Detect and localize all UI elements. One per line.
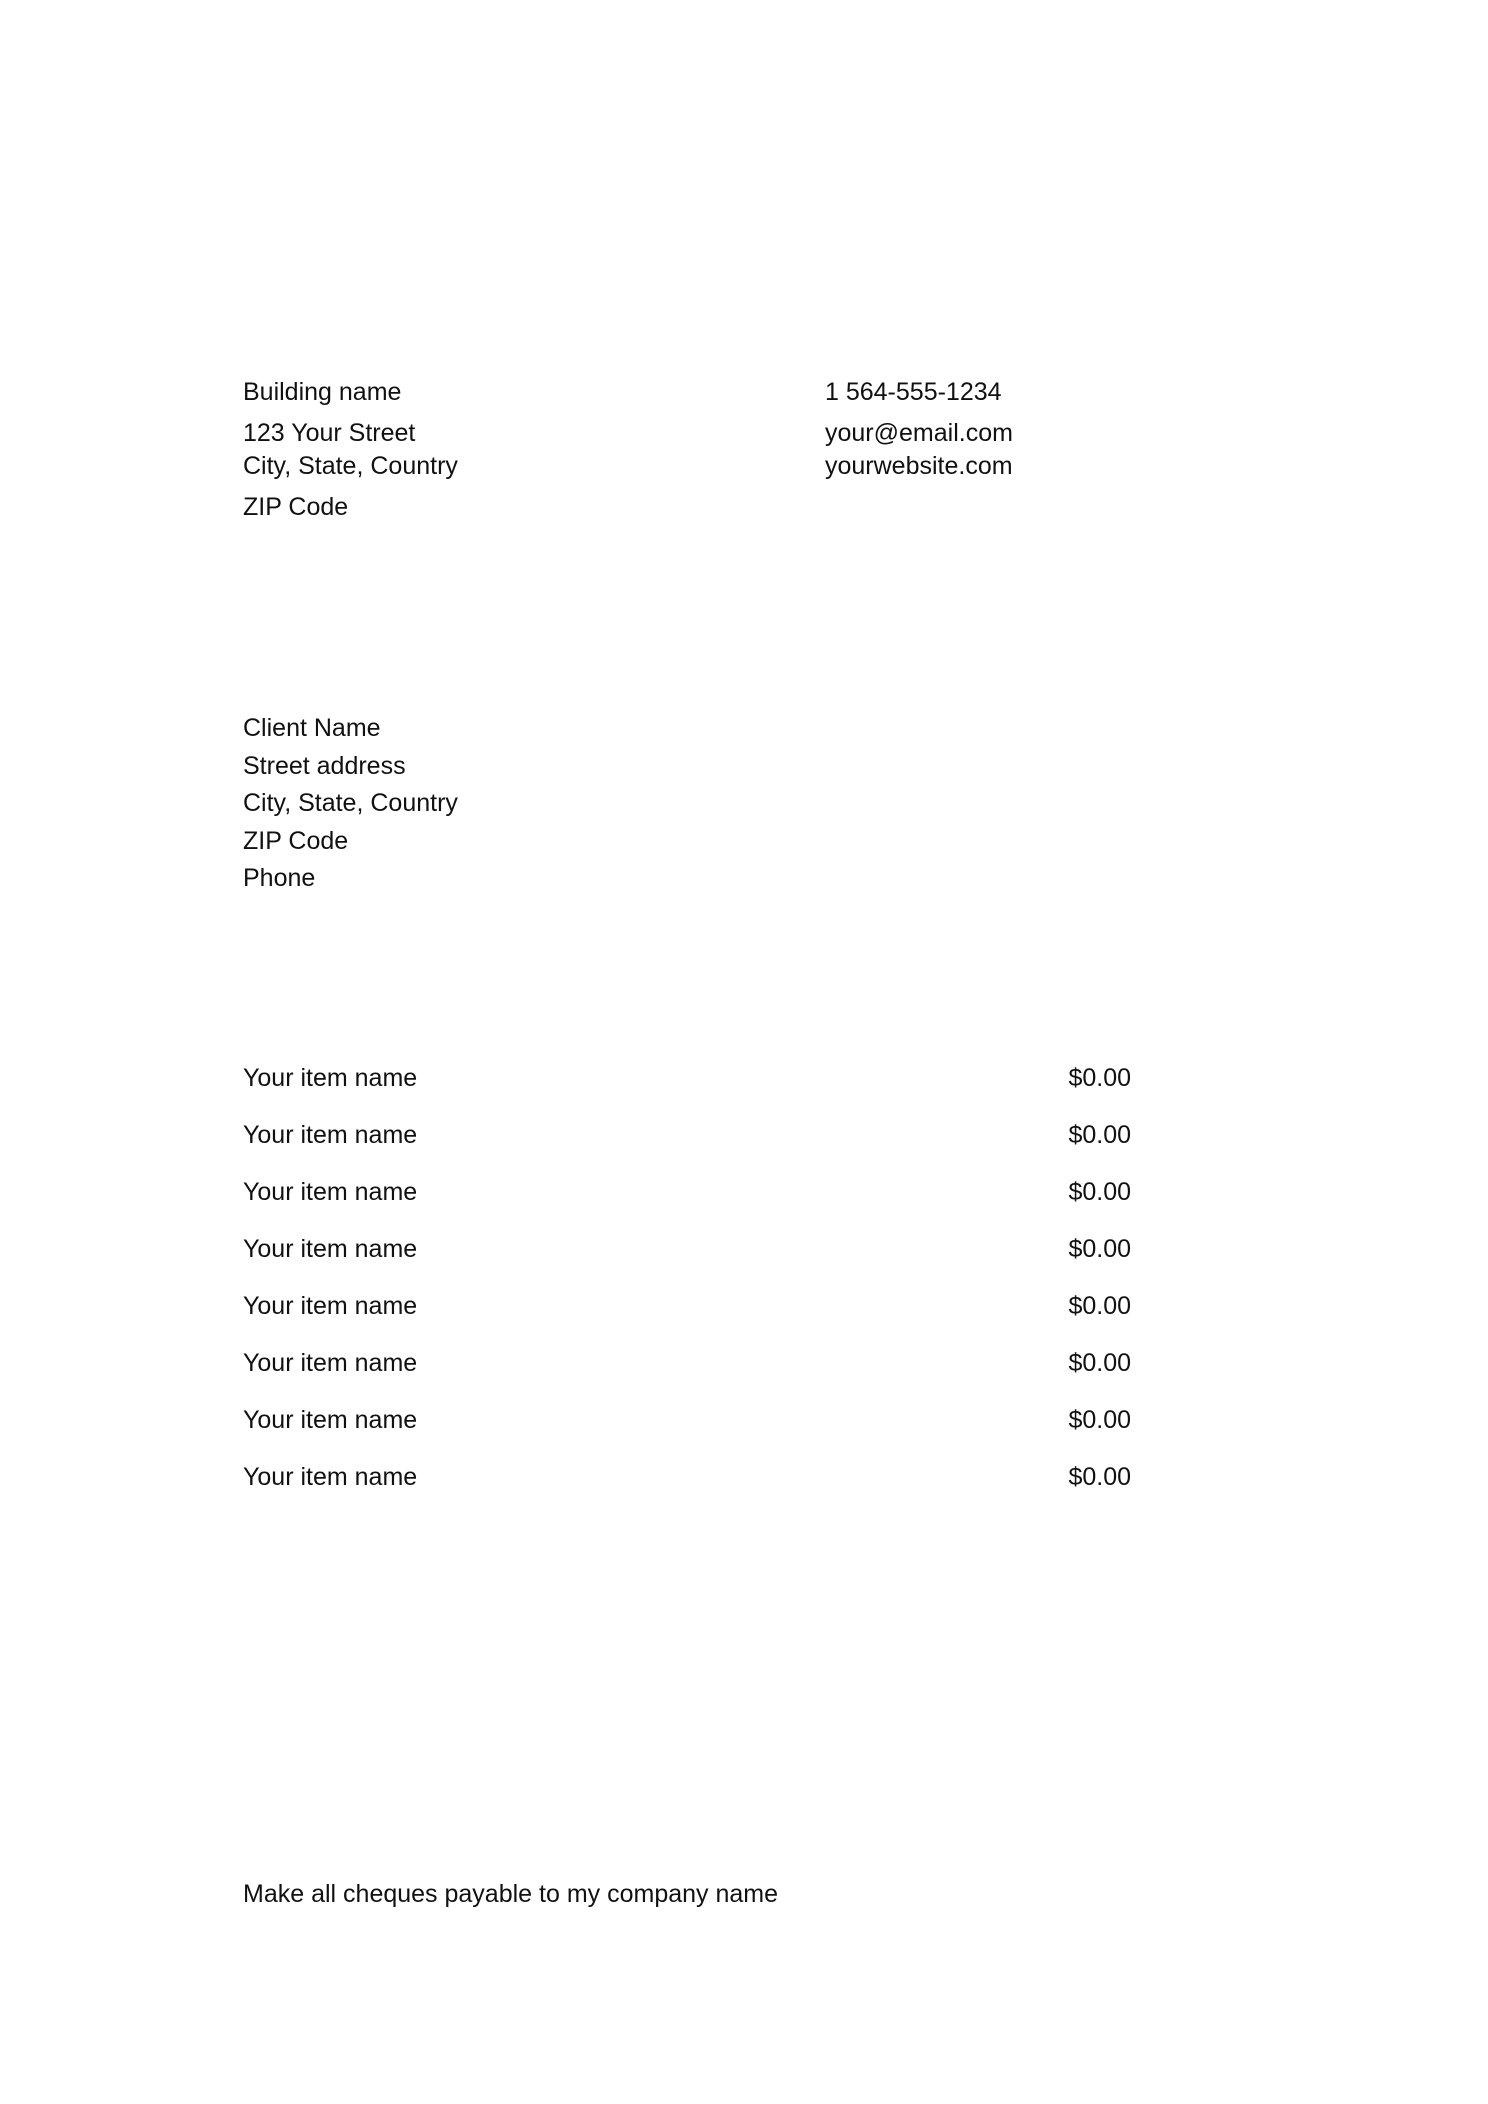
- list-item: [243, 1458, 1131, 1515]
- client-address: [243, 710, 458, 898]
- contact-email: your@email.com: [825, 419, 1013, 447]
- list-item: [243, 1116, 1131, 1173]
- client-phone: Phone: [243, 864, 316, 892]
- item-name: Your item name: [243, 1463, 418, 1491]
- item-name: Your item name: [243, 1292, 418, 1320]
- client-street: Street address: [243, 751, 406, 780]
- sender-address: [243, 376, 458, 524]
- item-name: Your item name: [243, 1121, 418, 1149]
- contact-website: yourwebsite.com: [825, 452, 1013, 480]
- item-name: Your item name: [243, 1349, 418, 1377]
- item-price: $0.00: [1068, 1064, 1131, 1092]
- sender-building: Building name: [243, 378, 402, 406]
- item-price: $0.00: [1068, 1292, 1131, 1320]
- item-name: Your item name: [243, 1406, 418, 1434]
- contact-phone: 1 564-555-1234: [825, 378, 1002, 406]
- list-item: [243, 1344, 1131, 1401]
- sender-zip: ZIP Code: [243, 493, 349, 521]
- client-city: City, State, Country: [243, 789, 458, 817]
- item-price: $0.00: [1068, 1235, 1131, 1263]
- list-item: [243, 1287, 1131, 1344]
- sender-contact: [825, 376, 1013, 483]
- item-price: $0.00: [1068, 1121, 1131, 1149]
- item-price: $0.00: [1068, 1463, 1131, 1491]
- item-name: Your item name: [243, 1064, 418, 1092]
- list-item: [243, 1230, 1131, 1287]
- sender-street: 123 Your Street: [243, 419, 416, 447]
- list-item: [243, 1401, 1131, 1458]
- item-name: Your item name: [243, 1235, 418, 1263]
- client-zip: ZIP Code: [243, 826, 349, 855]
- list-item: [243, 1173, 1131, 1230]
- item-price: $0.00: [1068, 1178, 1131, 1206]
- item-name: Your item name: [243, 1178, 418, 1206]
- items-list: [243, 1059, 1131, 1515]
- item-price: $0.00: [1068, 1406, 1131, 1434]
- list-item: [243, 1059, 1131, 1116]
- item-price: $0.00: [1068, 1349, 1131, 1377]
- sender-city: City, State, Country: [243, 452, 458, 480]
- client-name: Client Name: [243, 714, 381, 742]
- payment-note: Make all cheques payable to my company name: [243, 1880, 779, 1908]
